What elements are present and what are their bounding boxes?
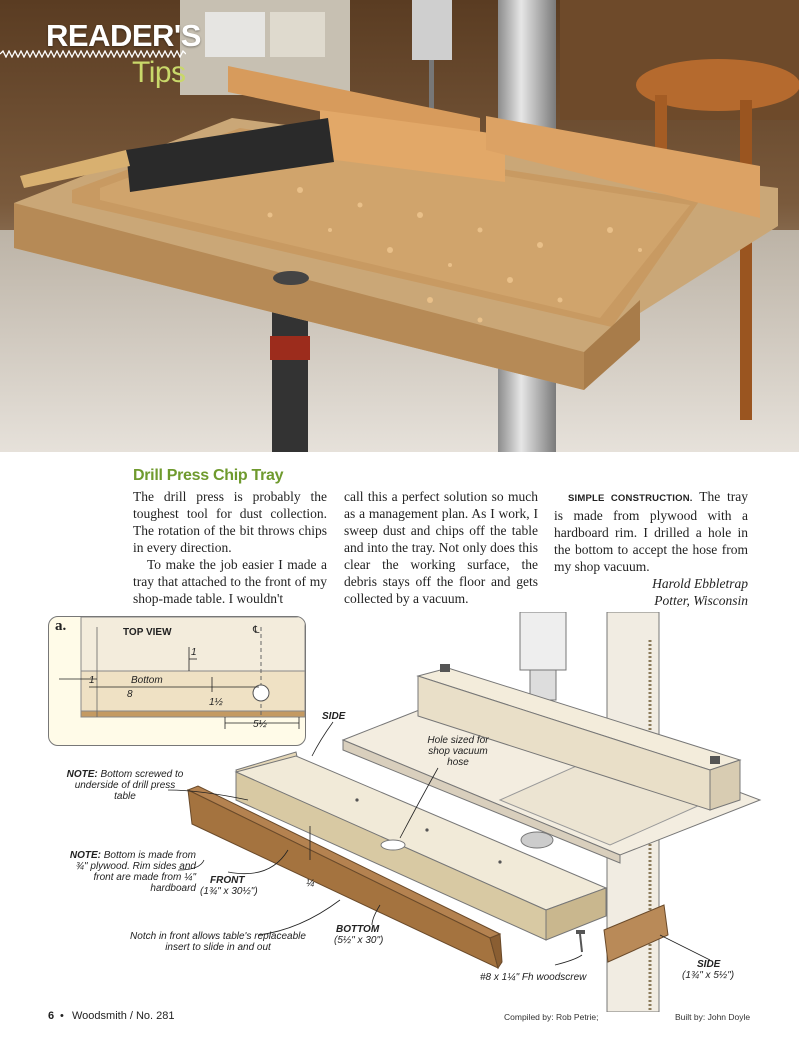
- magazine-issue: Woodsmith / No. 281: [72, 1010, 175, 1022]
- article-column-3: [554, 488, 748, 609]
- note-text: Bottom screwed to underside of drill press table: [74, 769, 184, 802]
- footer-bullet: •: [60, 1010, 64, 1022]
- run-in-heading: SIMPLE CONSTRUCTION.: [568, 493, 693, 504]
- page-number: 6: [48, 1010, 55, 1022]
- article-column-1: [133, 488, 327, 607]
- note-bottom-screwed: [66, 769, 184, 802]
- note-materials: [56, 850, 196, 894]
- side-bottom-dims: (1¾" x 5½"): [682, 970, 735, 981]
- note-bold: NOTE:: [66, 769, 98, 780]
- centerline-symbol: ℄: [253, 625, 260, 636]
- bottom-label: BOTTOM: [336, 924, 380, 935]
- built-by: Built by: John Doyle: [675, 1012, 751, 1022]
- dim-5-5: 5½: [253, 719, 267, 730]
- note-text: Bottom is made from ¾" plywood. Rim sides and front are made from ¼" hardboard: [75, 850, 196, 894]
- brand-title: READER'S: [46, 18, 201, 53]
- dim-left-1: 1: [89, 675, 95, 686]
- notch-note: Notch in front allows table's replaceable insert to slide in and out: [130, 931, 306, 953]
- author-name: Harold Ebbletrap: [652, 576, 748, 591]
- paragraph: The drill press is probably the toughest tool for dust collection. The rotation of the bit throws chips in every direction.: [133, 489, 327, 555]
- screw-label: #8 x 1¼" Fh woodscrew: [480, 972, 587, 983]
- dim-8: 8: [127, 689, 133, 700]
- author-location: Potter, Wisconsin: [654, 593, 748, 608]
- note-bold: NOTE:: [69, 850, 101, 861]
- paragraph: To make the job easier I made a tray that attached to the front of my shop-made table. I wouldn't: [133, 557, 327, 606]
- article-title: Drill Press Chip Tray: [133, 467, 284, 484]
- brand-subtitle: Tips: [132, 56, 186, 89]
- quarter-label: ¼: [306, 878, 315, 889]
- paragraph: [554, 488, 748, 575]
- inset-bottom-label: Bottom: [131, 675, 163, 686]
- paragraph: call this a perfect solution so much as a management plan. As I work, I sweep dust and chips off the table and into the tray. Not only does this clear the working surface, the debris stays off the floor and gets collected by a vacuum.: [344, 489, 538, 606]
- top-view-inset: [48, 616, 306, 746]
- compiled-by: Compiled by: Rob Petrie;: [504, 1012, 599, 1022]
- drill-press-tray-photo: [0, 0, 799, 452]
- dim-1-5: 1½: [209, 697, 223, 708]
- hero-photo: [0, 0, 799, 452]
- paragraph-text: The tray is made from plywood with a hardboard rim. I drilled a hole in the bottom to accept the hose from my shop vacuum.: [554, 489, 749, 574]
- dim-top-1: 1: [191, 647, 197, 658]
- side-bottom-label: SIDE: [697, 959, 721, 970]
- bottom-dims: (5½" x 30"): [334, 935, 384, 946]
- inset-letter: a.: [55, 618, 67, 634]
- hole-note: Hole sized for shop vacuum hose: [427, 735, 489, 768]
- inset-title: TOP VIEW: [123, 627, 172, 638]
- article-column-2: [344, 488, 538, 607]
- front-dims: (1¾" x 30½"): [200, 886, 258, 897]
- side-top-label: SIDE: [322, 711, 346, 722]
- front-label: FRONT: [210, 875, 245, 886]
